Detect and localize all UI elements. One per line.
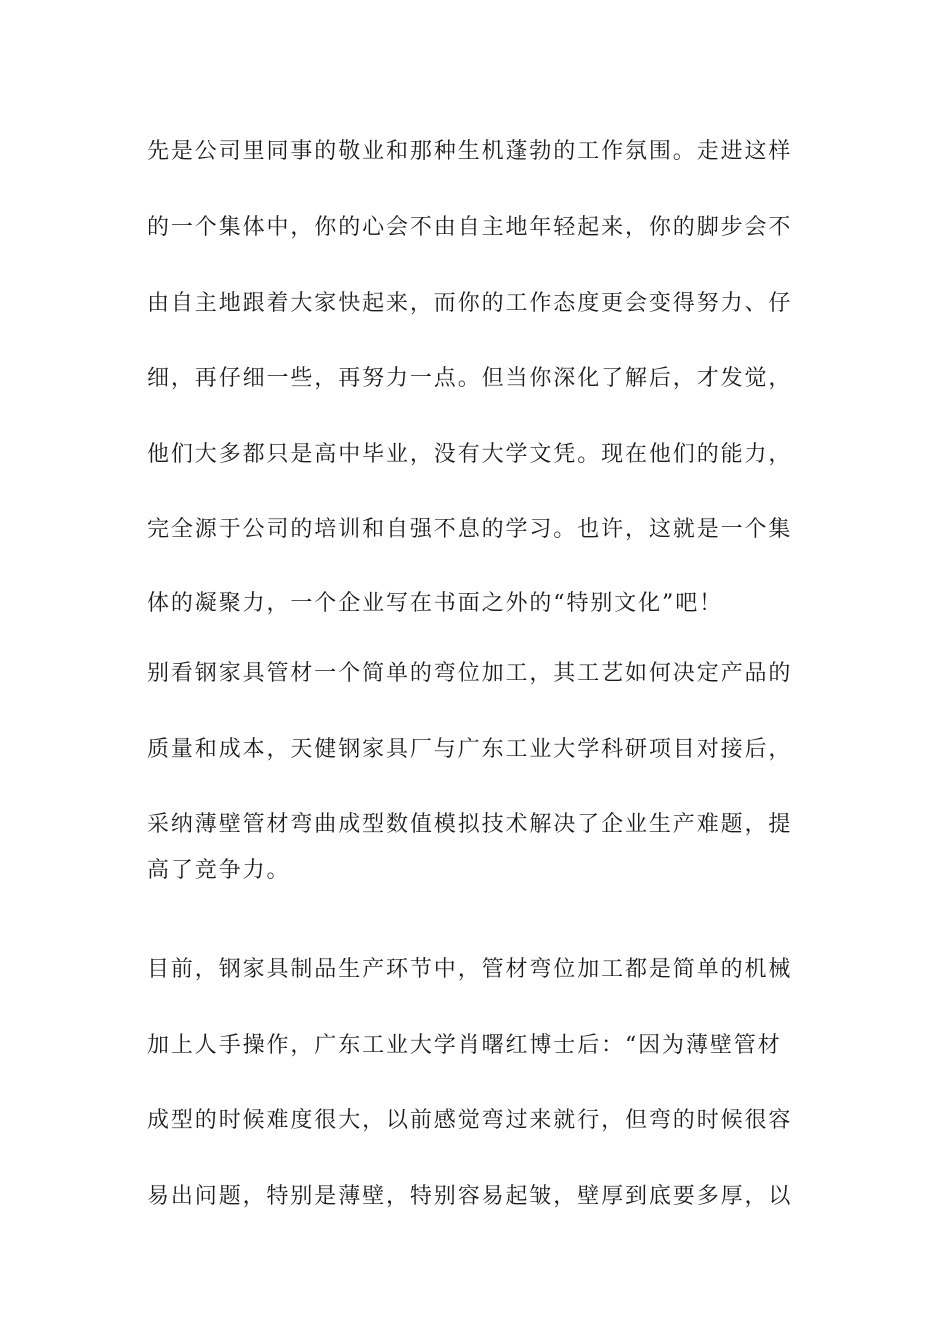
text-line: 别看钢家具管材一个简单的弯位加工，其工艺如何决定产品的	[147, 661, 793, 686]
text-line: 高了竞争力。	[147, 858, 291, 883]
text-line: 目前，钢家具制品生产环节中，管材弯位加工都是简单的机械	[147, 957, 793, 982]
text-line: 加上人手操作，广东工业大学肖曙红博士后：“因为薄壁管材	[147, 1033, 782, 1058]
text-line: 他们大多都只是高中毕业，没有大学文凭。现在他们的能力，	[147, 442, 793, 467]
text-line: 体的凝聚力，一个企业写在书面之外的“特别文化”吧！	[147, 591, 723, 616]
text-line: 完全源于公司的培训和自强不息的学习。也许，这就是一个集	[147, 517, 793, 542]
text-line: 采纳薄壁管材弯曲成型数值模拟技术解决了企业生产难题，提	[147, 812, 793, 837]
text-line: 的一个集体中，你的心会不由自主地年轻起来，你的脚步会不	[147, 215, 793, 240]
text-line: 由自主地跟着大家快起来，而你的工作态度更会变得努力、仔	[147, 291, 793, 316]
text-line: 易出问题，特别是薄壁，特别容易起皱，壁厚到底要多厚，以	[147, 1184, 793, 1209]
text-line: 细，再仔细一些，再努力一点。但当你深化了解后，才发觉，	[147, 366, 793, 391]
text-line: 成型的时候难度很大，以前感觉弯过来就行，但弯的时候很容	[147, 1108, 793, 1133]
text-line: 先是公司里同事的敬业和那种生机蓬勃的工作氛围。走进这样	[147, 139, 793, 164]
text-line: 质量和成本，天健钢家具厂与广东工业大学科研项目对接后，	[147, 737, 793, 762]
